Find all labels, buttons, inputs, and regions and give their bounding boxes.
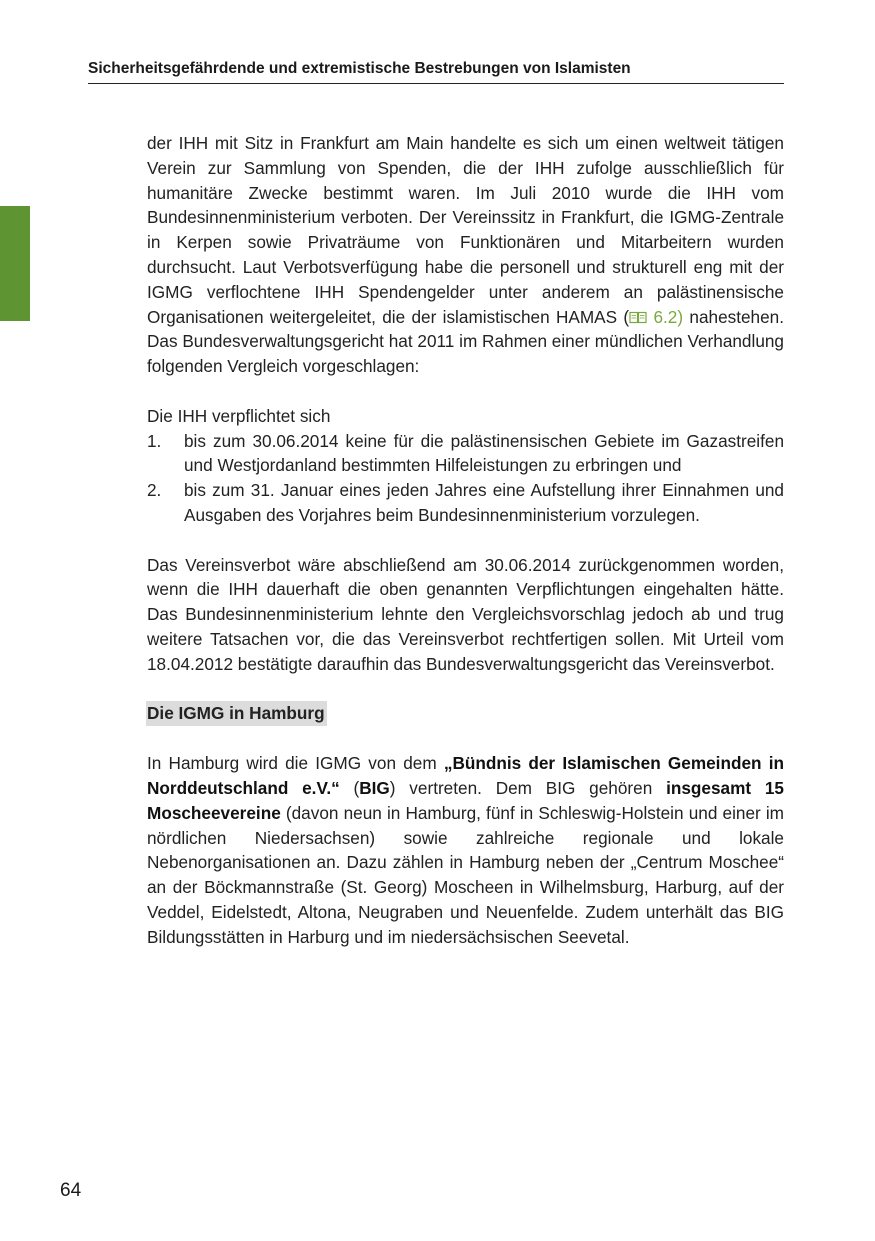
paragraph-text: In Hamburg wird die IGMG von dem xyxy=(147,753,444,774)
section-subheading: Die IGMG in Hamburg xyxy=(146,701,327,726)
main-content xyxy=(147,131,784,950)
cross-reference-number: 6.2 xyxy=(653,306,678,327)
list-item-text: bis zum 31. Januar eines jeden Jahres eine Aufstellung ihrer Einnahmen und Ausgaben des Vorjahres beim Bundesinnenministerium vorzulegen. xyxy=(184,480,784,525)
paragraph-text: ( xyxy=(339,777,360,798)
commitment-intro: Die IHH verpflichtet sich xyxy=(147,405,331,426)
list-item xyxy=(147,429,784,479)
running-header: Sicherheitsgefährdende und extremistische Bestrebungen von Islamisten xyxy=(88,60,784,84)
page-number: 64 xyxy=(60,1180,82,1201)
chapter-marker-tab xyxy=(0,206,30,321)
cross-reference-close: ) xyxy=(677,306,684,327)
list-item-number: 1. xyxy=(147,430,162,451)
list-item-text: bis zum 30.06.2014 keine für die palästinensischen Gebiete im Gazastreifen und Westjordanland bestimmten Hilfeleistungen zu erbringen und xyxy=(184,430,784,476)
paragraph-text: nahestehen. Das Bundesverwaltungsgericht hat 2011 im Rahmen einer mündlichen Verhandlung folgenden Vergleich vorgeschlagen: xyxy=(147,306,785,377)
bold-organization-name: „Bündnis der Islamischen Gemeinden in Norddeutschland e.V.“ xyxy=(147,753,784,798)
book-icon xyxy=(629,311,647,324)
paragraph-igmg-hamburg xyxy=(147,751,784,949)
paragraph-text: (davon neun in Hamburg, fünf in Schleswig-Holstein und einer im nördlichen Niedersachsen) sowie zahlreiche regionale und lokale Nebenorganisationen an. Dazu zählen in Hamburg neben der „Centrum Moschee“ an der Böckmannstraße (St. Georg) Moscheen in Wilhelmsburg, Harburg, auf der Veddel, Eidelstedt, Altona, Neugraben und Neuenfelde. Zudem unterhält das BIG Bildungsstätten in Harburg und im niedersächsischen Seevetal. xyxy=(147,802,784,947)
paragraph-text: ) vertreten. Dem BIG gehören xyxy=(389,777,667,798)
commitment-list xyxy=(147,429,784,528)
list-item xyxy=(147,478,784,528)
cross-reference-link[interactable] xyxy=(629,307,683,327)
list-item-number: 2. xyxy=(147,480,162,501)
paragraph-verdict: Das Vereinsverbot wäre abschließend am 30.06.2014 zurückgenommen worden, wenn die IHH dauerhaft die oben genannten Verpflichtungen eingehalten hätte. Das Bundesinnenministerium lehnte den Vergleichsvorschlag jedoch ab und trug weitere Tatsachen vor, die das Vereinsverbot rechtfertigen sollen. Mit Urteil vom 18.04.2012 bestätigte daraufhin das Bundesverwaltungsgericht das Vereinsverbot. xyxy=(147,554,784,674)
bold-abbreviation: BIG xyxy=(359,777,390,798)
paragraph-text: der IHH mit Sitz in Frankfurt am Main handelte es sich um einen weltweit tätigen Verein zur Sammlung von Spenden, die der IHH zufolge ausschließlich für humanitäre Zwecke bestimmt waren. Im Juli 2010 wurde die IHH vom Bundesinnenministerium verboten. Der Vereinssitz in Frankfurt, die IGMG-Zentrale in Kerpen sowie Privaträume von Funktionären und Mitarbeitern wurden durchsucht. Laut Verbotsverfügung habe die personell und strukturell eng mit der IGMG verflochtene IHH Spendengelder unter anderem an palästinensische Organisationen weitergeleitet, die der islamistischen HAMAS ( xyxy=(147,133,784,327)
bold-mosque-count: insgesamt 15 Moscheevereine xyxy=(147,777,784,823)
paragraph-ihh-ban xyxy=(147,131,784,379)
